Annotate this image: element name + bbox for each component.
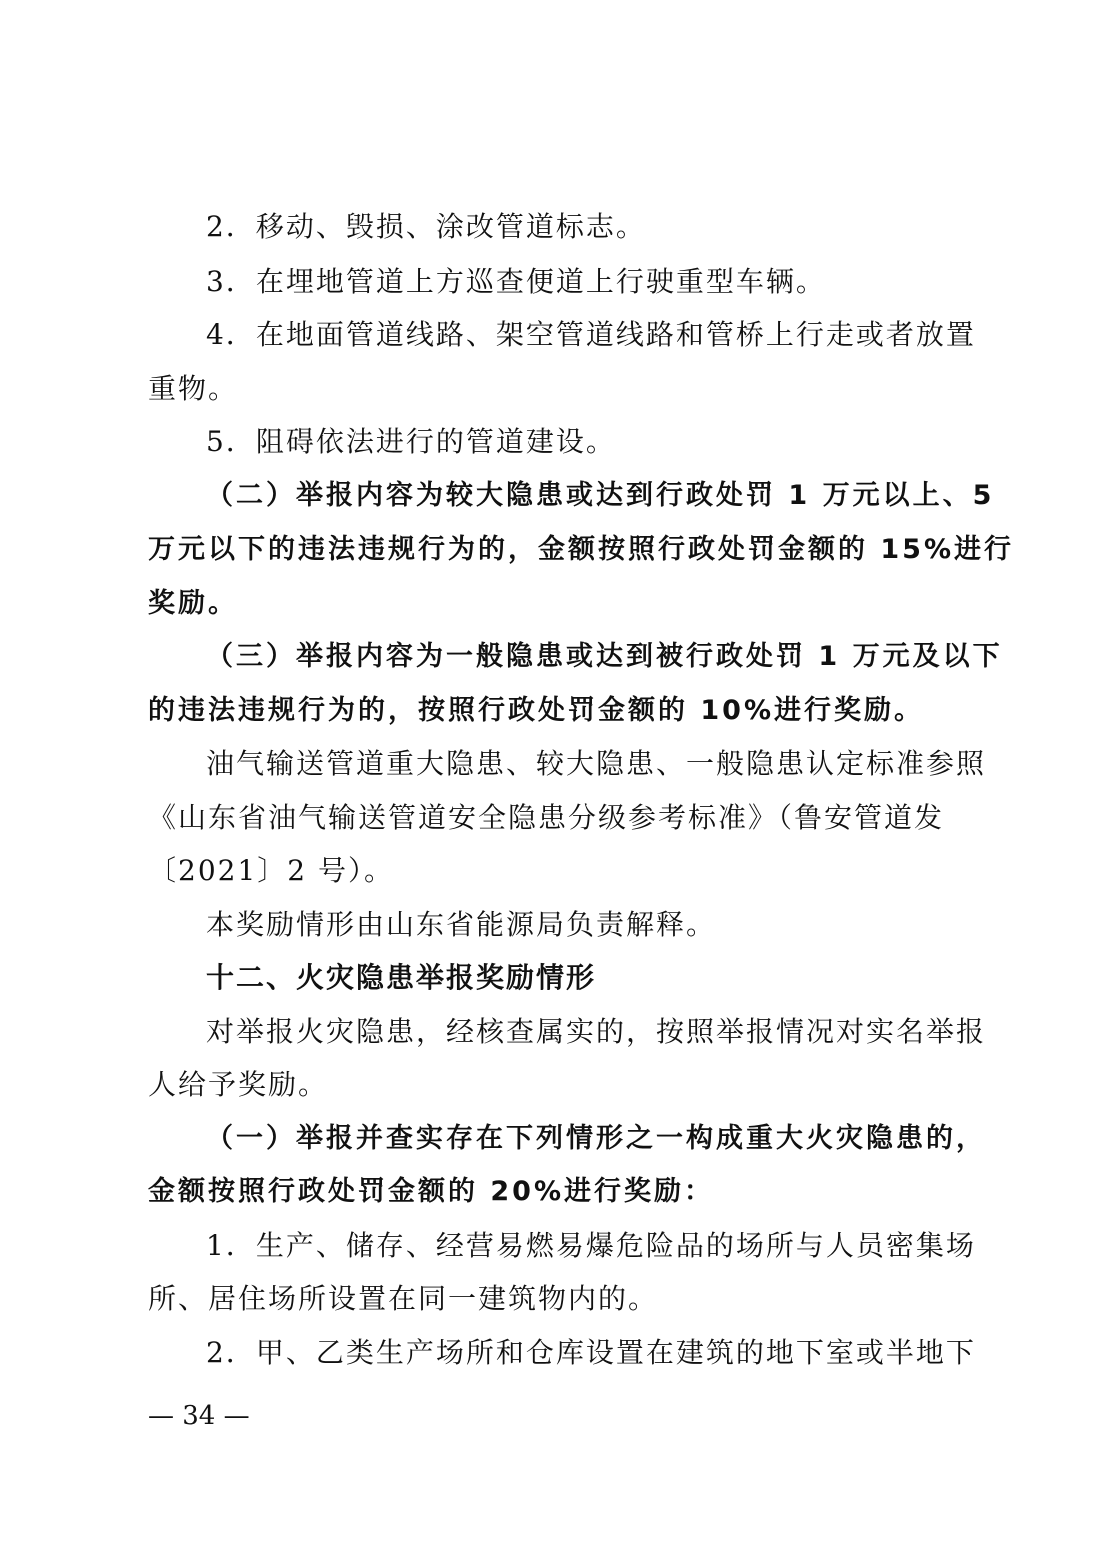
text-line: 〔2021〕2 号）。 (148, 854, 394, 887)
text-line: 对举报火灾隐患，经核查属实的，按照举报情况对实名举报 (206, 1015, 987, 1048)
text-line: 4．在地面管道线路、架空管道线路和管桥上行走或者放置 (206, 318, 976, 351)
text-line: 油气输送管道重大隐患、较大隐患、一般隐患认定标准参照 (206, 747, 987, 780)
page-number: — 34 — (148, 1401, 250, 1431)
text-line: 重物。 (148, 372, 239, 405)
text-line: 《山东省油气输送管道安全隐患分级参考标准》（鲁安管道发 (148, 801, 945, 834)
text-line: 奖励。 (148, 588, 238, 619)
text-line: （二）举报内容为较大隐患或达到行政处罚 1 万元以上、5 (206, 480, 995, 511)
text-line: 1．生产、储存、经营易燃易爆危险品的场所与人员密集场 (206, 1229, 976, 1262)
text-line: （一）举报并查实存在下列情形之一构成重大火灾隐患的， (206, 1123, 986, 1154)
text-line: 金额按照行政处罚金额的 20%进行奖励： (148, 1176, 715, 1207)
text-line: 2．移动、毁损、涂改管道标志。 (206, 210, 646, 243)
text-line: 万元以下的违法违规行为的，金额按照行政处罚金额的 15%进行 (148, 534, 1015, 565)
text-line: 本奖励情形由山东省能源局负责解释。 (206, 908, 717, 941)
section-heading: 十二、火灾隐患举报奖励情形 (206, 961, 597, 994)
text-line: 2．甲、乙类生产场所和仓库设置在建筑的地下室或半地下 (206, 1336, 976, 1369)
text-line: 3．在埋地管道上方巡查便道上行驶重型车辆。 (206, 265, 826, 298)
text-line: 所、居住场所设置在同一建筑物内的。 (148, 1282, 659, 1315)
text-line: 的违法违规行为的，按照行政处罚金额的 10%进行奖励。 (148, 695, 925, 726)
text-line: （三）举报内容为一般隐患或达到被行政处罚 1 万元及以下 (206, 641, 1003, 672)
text-line: 人给予奖励。 (148, 1068, 329, 1101)
text-line: 5．阻碍依法进行的管道建设。 (206, 425, 616, 458)
